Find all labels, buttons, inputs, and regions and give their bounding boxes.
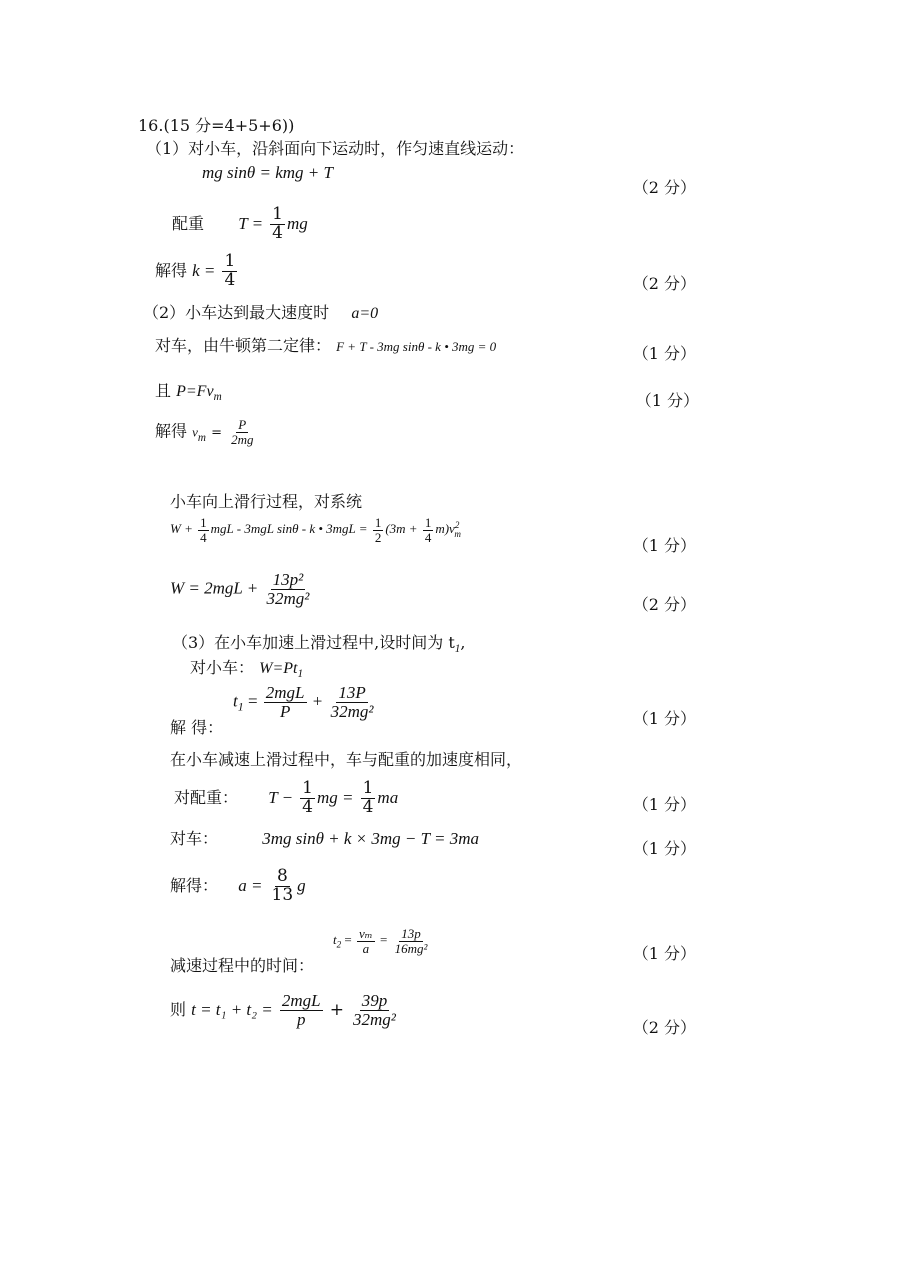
vmax-sub: m: [197, 431, 206, 444]
then-label: 则: [170, 999, 187, 1019]
work-equation: W = 2mgL + $\frac{\text{13p²}}{\text{32mg²}}$: [170, 570, 310, 608]
vmax-fraction: $\frac{P}{2mg}$: [231, 417, 254, 447]
solve-label-4: 解得：: [170, 875, 219, 895]
k-fraction: $\frac{1}{4}$: [224, 251, 236, 290]
newton-equation: F + T - 3mg sinθ - k • 3mg = 0: [336, 339, 497, 354]
part3-title: （3）在小车加速上滑过程中,设时间为 $t_1$,: [172, 633, 466, 656]
vmax-symbol: v: [192, 424, 198, 440]
score-counterweight: （1 分）: [632, 795, 696, 814]
total-time-line: 则 t = t₁ + t₂ = 2mgL p + $\frac{39p}{\text{32mg²}}$: [170, 991, 396, 1029]
solve-label-3: 解 得：: [170, 718, 224, 737]
vmax-line: 解得 $v_m$ = $\frac{P}{2mg}$: [155, 417, 254, 447]
part1-equation-1: mg sinθ = kmg + T: [202, 163, 333, 182]
t2-equation: $t_2$ = $\frac{\text{vₘ}}{a}$ = $\frac{13p}{\text{16mg²}}$: [333, 926, 428, 956]
part1-equation-3: [155, 253, 239, 290]
part1-equation-2: [172, 206, 308, 243]
problem-heading: 16.(15 分=4+5+6)): [138, 116, 295, 135]
score-power: （1 分）: [635, 391, 699, 410]
part2-newton-line: [155, 333, 496, 356]
score-t2: （1 分）: [632, 944, 696, 963]
k-lhs: k =: [192, 260, 216, 280]
car-force-line: [170, 826, 479, 849]
acceleration-zero: a=0: [351, 305, 379, 322]
power-line: [155, 378, 222, 403]
score-part1-eq1: （2 分）: [632, 178, 696, 197]
score-energy: （1 分）: [632, 536, 696, 555]
power-sub: m: [213, 391, 222, 404]
counterweight-label: 配重: [172, 213, 205, 233]
car-force-equation: 3mg sinθ + k × 3mg − T = 3ma: [262, 829, 480, 848]
part1-title: （1）对小车，沿斜面向下运动时，作匀速直线运动：: [146, 139, 525, 158]
and-label: 且: [155, 381, 172, 400]
part3-work-line: 对小车： $W=Pt_1$: [190, 658, 304, 681]
score-newton: （1 分）: [632, 344, 696, 363]
score-car-force: （1 分）: [632, 839, 696, 858]
decel-time-label: 减速过程中的时间：: [170, 956, 315, 975]
system-label: 小车向上滑行过程，对系统: [170, 492, 363, 511]
t1-equation: $t_1$ = 2mgL P + $\frac{13P}{\text{32mg²}}$: [233, 683, 374, 721]
car-label-2: 对车：: [170, 829, 219, 848]
tension-lhs: T =: [238, 213, 264, 233]
accel-line: 解得： a = $\frac{8}{13}$ g: [170, 866, 306, 905]
counterweight-label-2: 对配重：: [174, 787, 239, 807]
newton-label: 对车，由牛顿第二定律：: [155, 336, 332, 355]
counterweight-line: 对配重： T − $\frac{1}{4}$ mg = $\frac{1}{4}$ ma: [174, 778, 399, 817]
solve-label: 解得: [155, 260, 188, 280]
score-work: （2 分）: [632, 595, 696, 614]
mg-term: mg: [287, 213, 308, 233]
car-label: 对小车：: [190, 658, 255, 677]
solve-label-2: 解得: [155, 421, 188, 441]
decel-label: 在小车减速上滑过程中，车与配重的加速度相同，: [170, 750, 523, 769]
part2-title: （2）小车达到最大速度时 a=0: [143, 303, 379, 322]
score-total-time: （2 分）: [632, 1018, 696, 1037]
score-t1: （1 分）: [632, 709, 696, 728]
energy-equation: W + $\frac{1}{4}$ mgL - 3mgL sinθ - k • 3mgL = $\frac{1}{2}$ (3m + $\frac{1}{4}$ $m)v^2_m$: [170, 515, 461, 545]
power-equation: P=Fv: [176, 383, 214, 400]
score-part1-eq3: （2 分）: [632, 274, 696, 293]
quarter-fraction: $\frac{1}{4}$: [272, 204, 283, 243]
work-power-eq: W=Pt: [259, 660, 298, 677]
